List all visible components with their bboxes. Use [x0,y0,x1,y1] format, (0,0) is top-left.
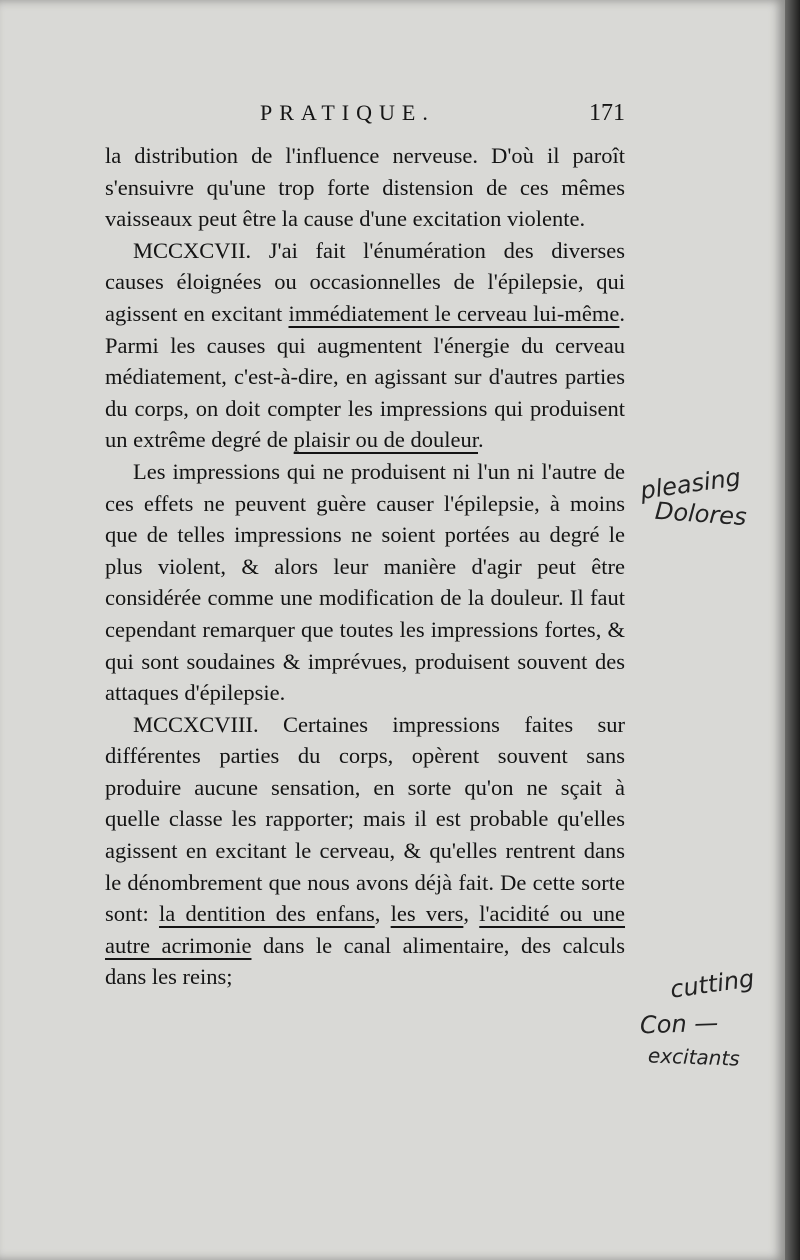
page-header [105,100,625,134]
handwritten-note: Dolores [654,496,748,532]
running-title: PRATIQUE. [260,100,435,125]
paragraph-3: Les impressions qui ne produisent ni l'un ni l'autre de ces effets ne peuvent guère causer l'épilepsie, à moins que de telles impressions ne soient portées au degré le plus violent, & alors leur manière d'agir peut être considérée comme une modification de la douleur. Il faut cependant remarquer que toutes les impressions fortes, & qui sont soudaines & imprévues, produisent souvent des attaques d'épilepsie. [105,458,625,706]
underlined-text: immédiatement le cerveau lui-même [288,300,620,326]
paragraph-mccxcviii [105,709,625,993]
handwritten-note: excitants [647,1043,741,1071]
body-text [105,140,625,993]
text-span: , [374,901,391,927]
page-number: 171 [589,100,625,126]
text-span: , [463,901,480,927]
text-span: . Parmi les causes qui augmentent l'énergie du cerveau médiatement, c'est-à-dire, en agissant sur d'autres parties du corps, on doit compter les impressions qui produisent un extrême degré de [105,300,625,453]
underlined-text: plaisir ou de douleur [293,427,479,453]
page-edge [785,0,800,1260]
handwritten-note: pleasing [638,463,743,505]
underlined-text: la dentition des enfans [159,901,375,927]
text-span: . [478,427,484,453]
paragraph-1: la distribution de l'influence nerveuse. D'où il paroît s'ensuivre qu'une trop forte distension de ces mêmes vaisseaux peut être la cause d'une excitation violente. [105,143,625,232]
text-span: MCCXCVII. J'ai fait l'énumération des diverses causes éloignées ou occasionnelles de l'épilepsie, qui agissent en excitant [105,237,625,326]
handwritten-note: cutting [668,964,756,1004]
underlined-text: l'acidité ou une autre acrimonie [105,901,626,958]
text-span: dans le canal alimentaire, des calculs dans les reins; [105,932,625,990]
paragraph-mccxcvii [105,235,625,456]
handwritten-note: Con — [639,1008,719,1040]
text-span: MCCXCVIII. Certaines impressions faites sur différentes parties du corps, opèrent souvent sans produire aucune sensation, en sorte qu'on ne sçait à quelle classe les rapporter; mais il est probable qu'elles agissent en excitant le cerveau, & qu'elles rentrent dans le dénombrement que nous avons déjà fait. De cette sorte sont: [105,711,625,927]
underlined-text: les vers [390,901,464,927]
